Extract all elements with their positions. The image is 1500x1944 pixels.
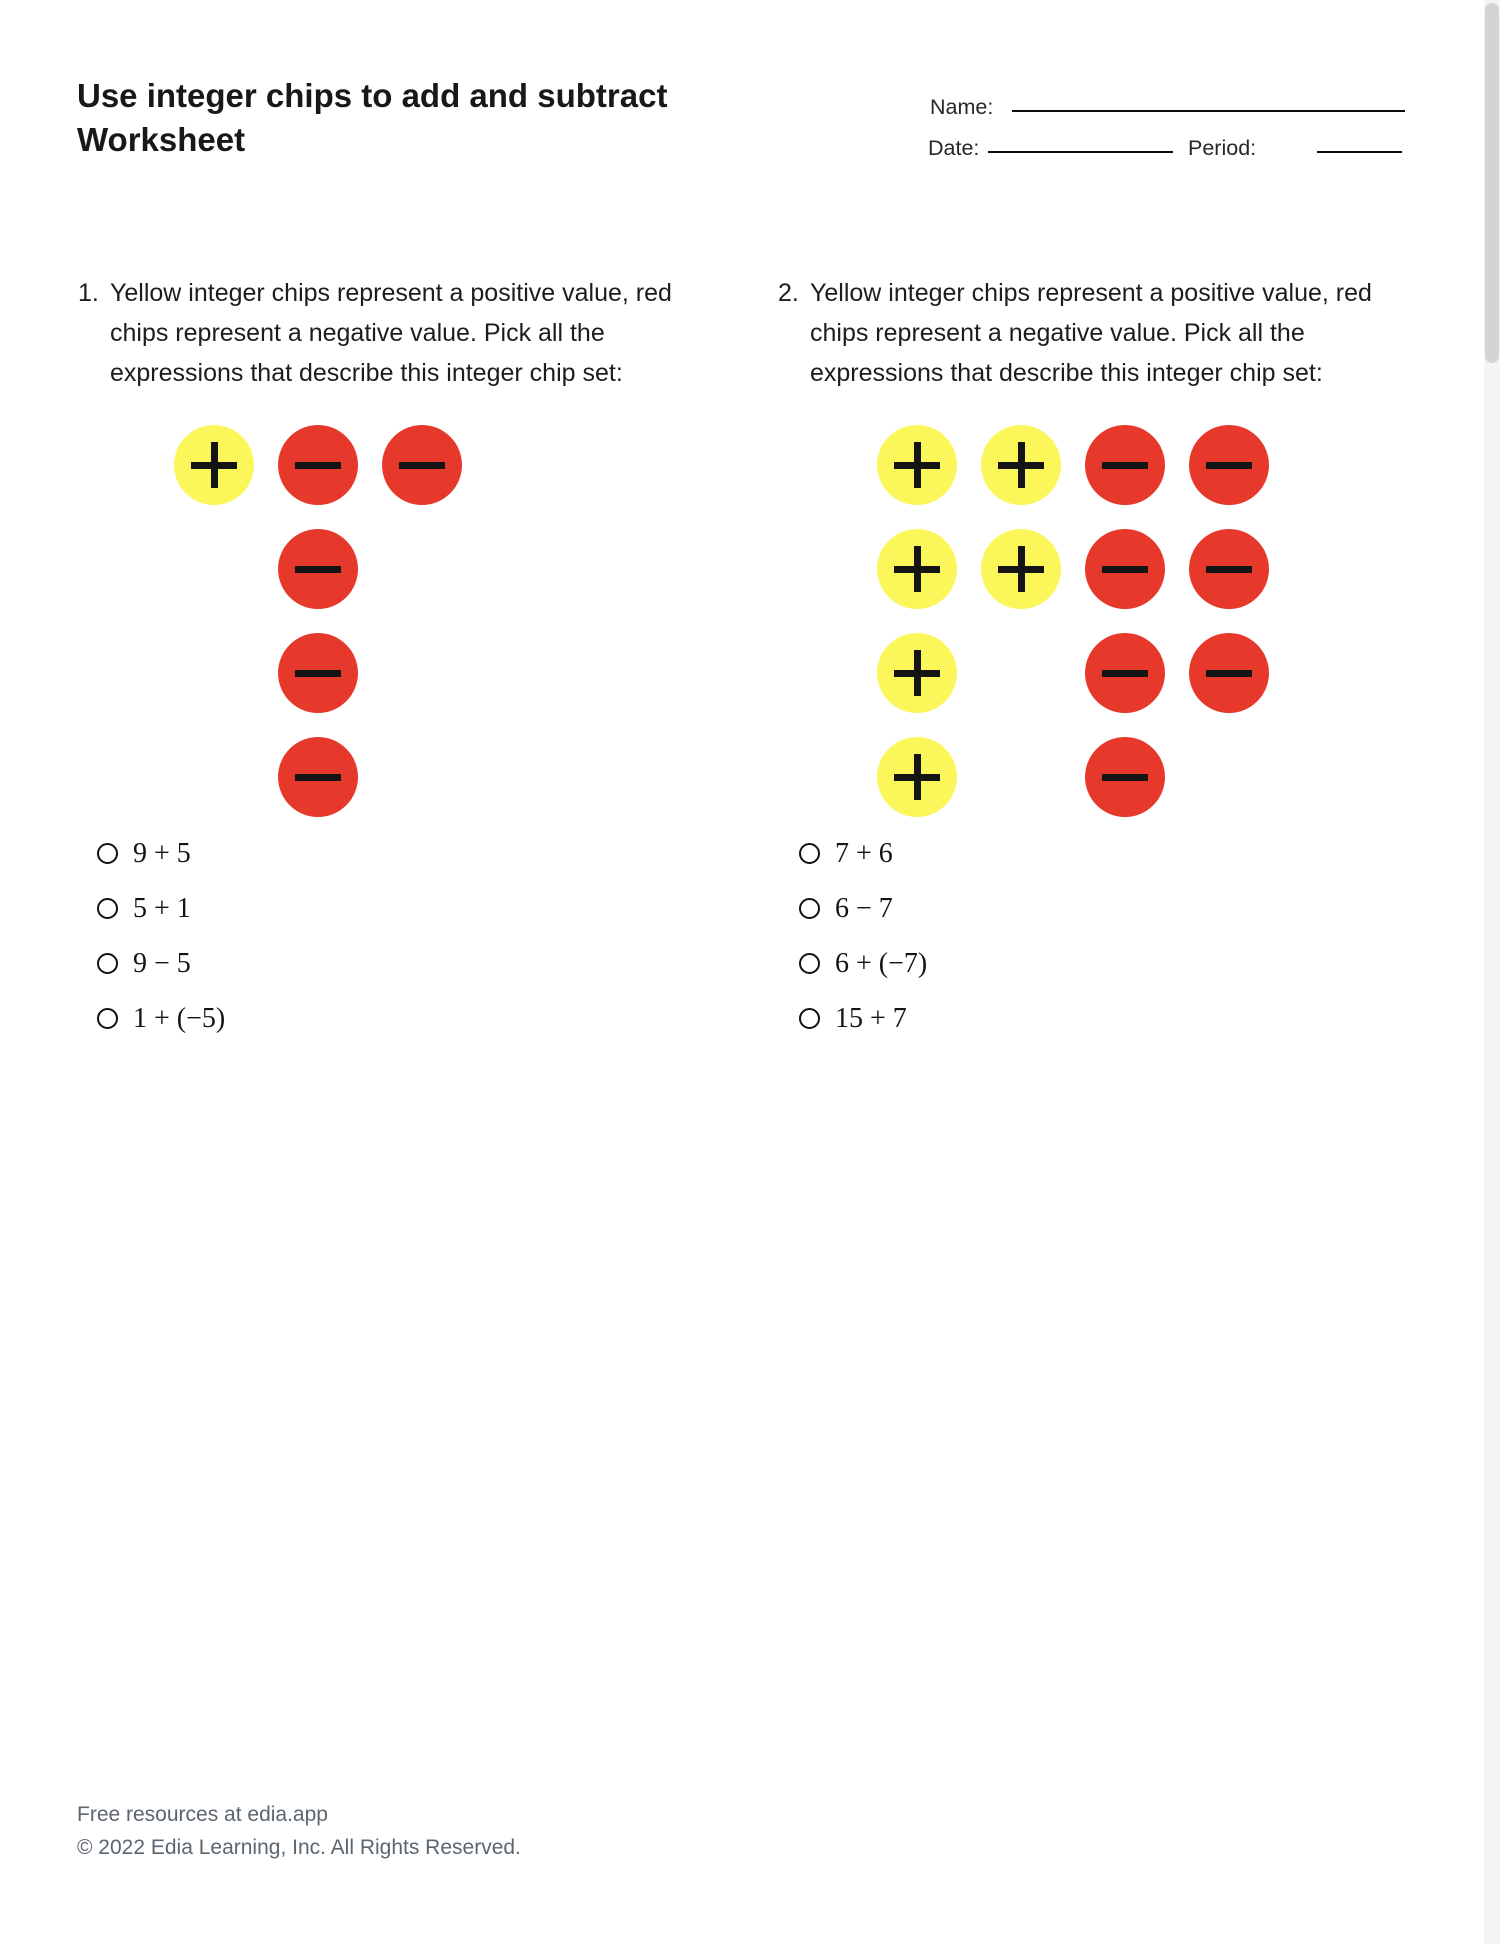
problem-1-number: 1.: [78, 279, 99, 307]
footer-resources-text: Free resources at edia.app: [77, 1803, 328, 1826]
radio-button-icon[interactable]: [799, 1008, 820, 1029]
yellow-positive-chip: [981, 425, 1061, 505]
option-label: 6 − 7: [835, 892, 893, 924]
empty-chip-cell: [382, 737, 462, 817]
period-blank-line: [1317, 151, 1402, 153]
option-label: 9 + 5: [133, 837, 191, 869]
radio-button-icon[interactable]: [97, 898, 118, 919]
problem-2-statement: [778, 273, 1432, 393]
empty-chip-cell: [1189, 737, 1269, 817]
name-blank-line: [1012, 110, 1405, 112]
radio-button-icon[interactable]: [799, 898, 820, 919]
worksheet-title: [77, 74, 667, 162]
radio-button-icon[interactable]: [799, 843, 820, 864]
red-negative-chip: [1085, 425, 1165, 505]
footer-copyright-text: © 2022 Edia Learning, Inc. All Rights Reserved.: [77, 1836, 521, 1859]
page-footer: [77, 1798, 521, 1864]
option-label: 5 + 1: [133, 892, 191, 924]
yellow-positive-chip: [981, 529, 1061, 609]
option-label: 15 + 7: [835, 1002, 907, 1034]
problem-1-option-4[interactable]: [97, 991, 225, 1046]
yellow-positive-chip: [877, 529, 957, 609]
option-label: 1 + (−5): [133, 1002, 226, 1034]
empty-chip-cell: [382, 633, 462, 713]
radio-button-icon[interactable]: [97, 843, 118, 864]
yellow-positive-chip: [877, 425, 957, 505]
option-label: 6 + (−7): [835, 947, 928, 979]
option-label: 7 + 6: [835, 837, 893, 869]
red-negative-chip: [382, 425, 462, 505]
yellow-positive-chip: [174, 425, 254, 505]
problem-1-options: [97, 826, 225, 1046]
worksheet-title-line1: Use integer chips to add and subtract: [77, 77, 668, 114]
problem-1-statement: [78, 273, 732, 393]
problem-1-option-3[interactable]: [97, 936, 225, 991]
period-field-label: Period:: [1188, 136, 1257, 160]
date-blank-line: [988, 151, 1173, 153]
problem-2-option-1[interactable]: [799, 826, 927, 881]
red-negative-chip: [278, 737, 358, 817]
empty-chip-cell: [382, 529, 462, 609]
problem-1-option-1[interactable]: [97, 826, 225, 881]
radio-button-icon[interactable]: [97, 953, 118, 974]
problem-1-option-2[interactable]: [97, 881, 225, 936]
worksheet-title-line2: Worksheet: [77, 121, 246, 158]
empty-chip-cell: [174, 529, 254, 609]
red-negative-chip: [278, 529, 358, 609]
red-negative-chip: [1189, 529, 1269, 609]
name-field-label: Name:: [930, 95, 994, 119]
red-negative-chip: [1085, 737, 1165, 817]
problem-2-chip-set: [877, 425, 1269, 817]
radio-button-icon[interactable]: [97, 1008, 118, 1029]
red-negative-chip: [1189, 425, 1269, 505]
yellow-positive-chip: [877, 633, 957, 713]
red-negative-chip: [1189, 633, 1269, 713]
red-negative-chip: [278, 425, 358, 505]
red-negative-chip: [1085, 529, 1165, 609]
problem-2-option-2[interactable]: [799, 881, 927, 936]
empty-chip-cell: [174, 737, 254, 817]
problem-2-number: 2.: [778, 279, 799, 307]
problem-2-option-4[interactable]: [799, 991, 927, 1046]
problem-2-options: [799, 826, 927, 1046]
empty-chip-cell: [174, 633, 254, 713]
problem-2-option-3[interactable]: [799, 936, 927, 991]
red-negative-chip: [1085, 633, 1165, 713]
radio-button-icon[interactable]: [799, 953, 820, 974]
problem-2-prompt: Yellow integer chips represent a positive value, red chips represent a negative value. Pick all the expressions that describe this integer chip set:: [810, 279, 1372, 387]
problem-1-prompt: Yellow integer chips represent a positive value, red chips represent a negative value. Pick all the expressions that describe this integer chip set:: [110, 279, 672, 387]
red-negative-chip: [278, 633, 358, 713]
scrollbar-thumb[interactable]: [1485, 3, 1499, 363]
yellow-positive-chip: [877, 737, 957, 817]
option-label: 9 − 5: [133, 947, 191, 979]
date-field-label: Date:: [928, 136, 980, 160]
empty-chip-cell: [981, 737, 1061, 817]
problem-1-chip-set: [174, 425, 462, 817]
empty-chip-cell: [981, 633, 1061, 713]
